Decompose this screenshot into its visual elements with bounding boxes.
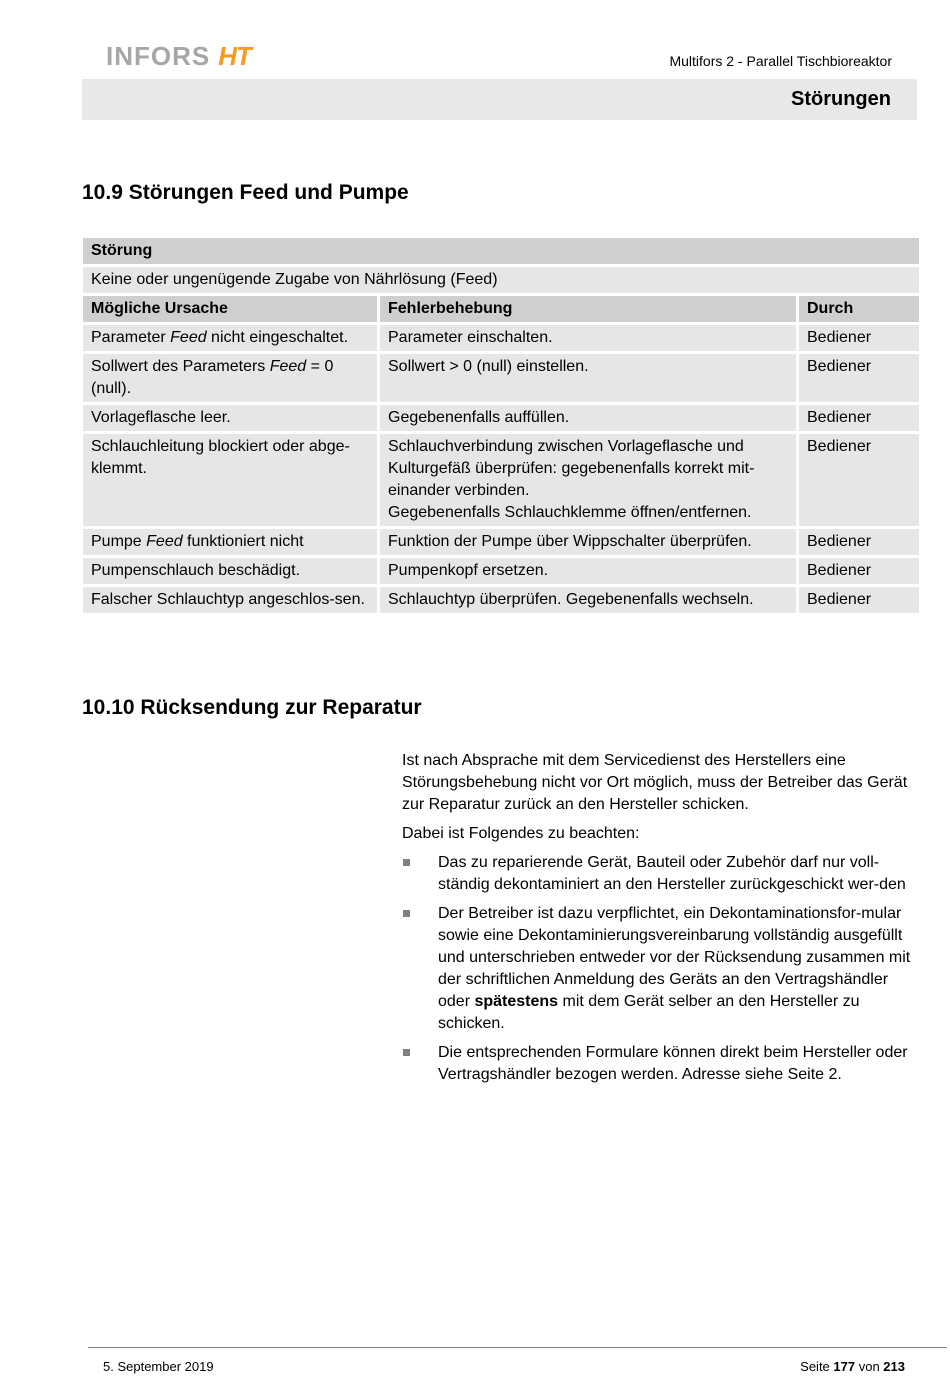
list-item: Die entsprechenden Formulare können direkt beim Hersteller oder Vertragshändler bezogen werden. Adresse siehe Seite 2. bbox=[402, 1042, 922, 1086]
fix-cell: Gegebenenfalls auffüllen. bbox=[380, 405, 796, 431]
cause-cell: Falscher Schlauchtyp angeschlos-sen. bbox=[83, 587, 377, 613]
footer-date: 5. September 2019 bbox=[103, 1359, 214, 1374]
table-header-row bbox=[83, 238, 919, 264]
footer-divider bbox=[88, 1347, 947, 1348]
table-row bbox=[83, 325, 919, 351]
chapter-bar bbox=[82, 79, 917, 120]
cause-cell: Sollwert des Parameters Feed = 0 (null). bbox=[83, 354, 377, 402]
by-cell: Bediener bbox=[799, 325, 919, 351]
cause-cell: Pumpe Feed funktioniert nicht bbox=[83, 529, 377, 555]
cause-cell: Schlauchleitung blockiert oder abge-klemmt. bbox=[83, 434, 377, 526]
fix-cell: Parameter einschalten. bbox=[380, 325, 796, 351]
page-number: Seite 177 von 213 bbox=[800, 1359, 905, 1374]
by-cell: Bediener bbox=[799, 405, 919, 431]
table-row bbox=[83, 587, 919, 613]
infors-ht-logo bbox=[106, 42, 251, 70]
product-name: Multifors 2 - Parallel Tischbioreaktor bbox=[669, 53, 892, 69]
fix-cell: Pumpenkopf ersetzen. bbox=[380, 558, 796, 584]
cause-cell: Pumpenschlauch beschädigt. bbox=[83, 558, 377, 584]
bullet-square-icon bbox=[403, 859, 410, 866]
lead-paragraph: Dabei ist Folgendes zu beachten: bbox=[402, 825, 640, 842]
intro-paragraph: Ist nach Absprache mit dem Servicedienst des Herstellers eine Störungsbehebung nicht vor Ort möglich, muss der Betreiber das Gerät zur Reparatur zurück an den Hersteller schicken. bbox=[402, 752, 908, 813]
table-row bbox=[83, 434, 919, 526]
chapter-title: Störungen bbox=[791, 88, 891, 110]
col-header-cause: Mögliche Ursache bbox=[83, 296, 377, 322]
fix-cell: Schlauchtyp überprüfen. Gegebenenfalls wechseln. bbox=[380, 587, 796, 613]
fix-cell: Schlauchverbindung zwischen Vorlageflasche und Kulturgefäß überprüfen: gegebenenfalls korrekt mit-einander verbinden. Gegebenenfalls Schlauchklemme öffnen/entfernen. bbox=[380, 434, 796, 526]
bullet-square-icon bbox=[403, 910, 410, 917]
bullet-square-icon bbox=[403, 1049, 410, 1056]
col-header-fix: Fehlerbehebung bbox=[380, 296, 796, 322]
list-item: Der Betreiber ist dazu verpflichtet, ein Dekontaminationsfor-mular sowie eine Dekontaminierungsvereinbarung vollständig ausgefüllt und unterschrieben entweder vor der Rücksendung zusammen mit der schriftlichen Anmeldung des Geräts an den Vertragshändler oder spätestens mit dem Gerät selber an den Hersteller zu schicken. bbox=[402, 903, 922, 1035]
by-cell: Bediener bbox=[799, 354, 919, 402]
fix-cell: Sollwert > 0 (null) einstellen. bbox=[380, 354, 796, 402]
list-item: Das zu reparierende Gerät, Bauteil oder Zubehör darf nur voll-ständig dekontaminiert an den Hersteller zurückgeschickt wer-den bbox=[402, 852, 922, 896]
fault-description: Keine oder ungenügende Zugabe von Nährlösung (Feed) bbox=[83, 267, 919, 293]
table-row bbox=[83, 558, 919, 584]
by-cell: Bediener bbox=[799, 587, 919, 613]
table-row bbox=[83, 267, 919, 293]
table-row bbox=[83, 529, 919, 555]
table-header-row bbox=[83, 296, 919, 322]
col-header-by: Durch bbox=[799, 296, 919, 322]
table-row bbox=[83, 354, 919, 402]
section-title-10-9: 10.9 Störungen Feed und Pumpe bbox=[82, 181, 409, 204]
table-row bbox=[83, 405, 919, 431]
by-cell: Bediener bbox=[799, 434, 919, 526]
fix-cell: Funktion der Pumpe über Wippschalter überprüfen. bbox=[380, 529, 796, 555]
logo-mark: HT bbox=[218, 40, 251, 71]
fault-table bbox=[80, 235, 922, 616]
logo-text: INFORS bbox=[106, 40, 211, 71]
by-cell: Bediener bbox=[799, 529, 919, 555]
fault-header: Störung bbox=[83, 238, 919, 264]
cause-cell: Vorlageflasche leer. bbox=[83, 405, 377, 431]
cause-cell: Parameter Feed nicht eingeschaltet. bbox=[83, 325, 377, 351]
return-text bbox=[402, 750, 922, 1093]
by-cell: Bediener bbox=[799, 558, 919, 584]
section-title-10-10: 10.10 Rücksendung zur Reparatur bbox=[82, 696, 422, 719]
requirements-list bbox=[402, 852, 922, 1086]
